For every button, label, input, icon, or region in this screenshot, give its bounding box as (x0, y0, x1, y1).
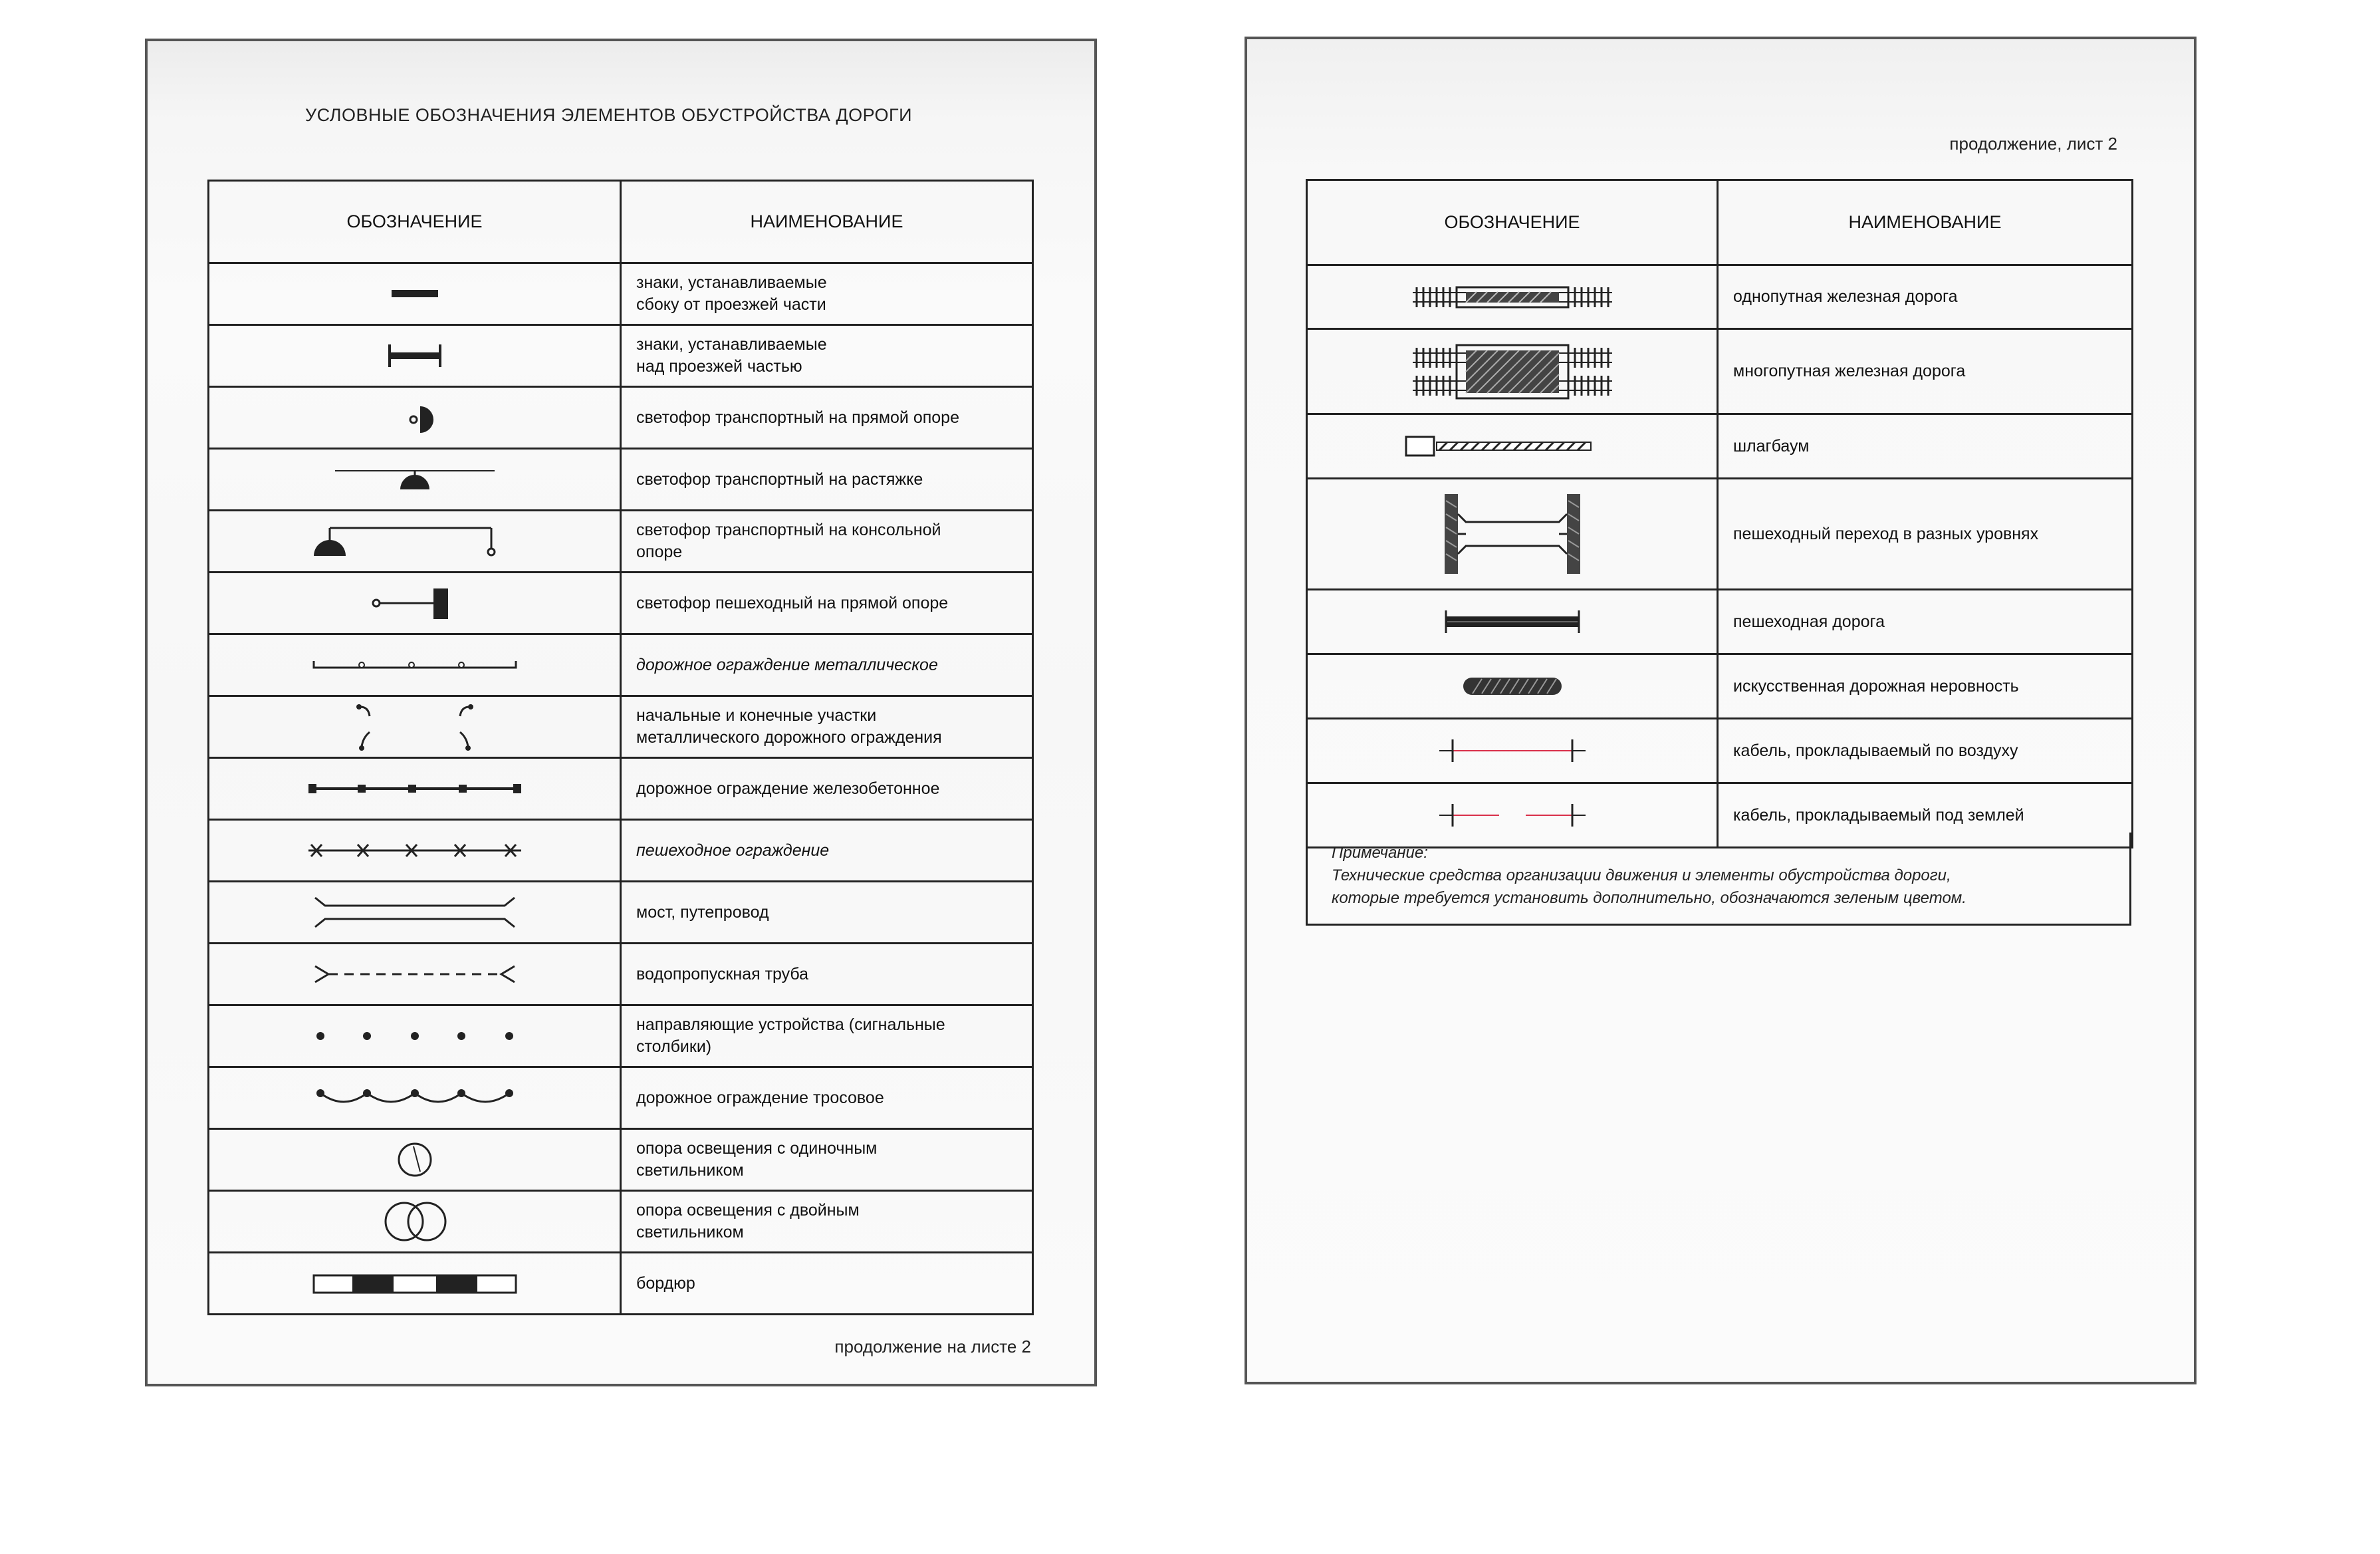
legend-row (1307, 654, 2133, 719)
column-header-name: НАИМЕНОВАНИЕ (621, 181, 1033, 263)
symbol-cell (209, 758, 621, 820)
symbol-cell (209, 449, 621, 511)
symbol-cell (209, 1129, 621, 1191)
single-track-railway-icon (1399, 281, 1625, 314)
name-cell: пешеходная дорога (1718, 590, 2133, 654)
symbol-cell (209, 820, 621, 882)
name-cell: бордюр (621, 1253, 1033, 1315)
note-line: которые требуется установить дополнительно, обозначаются зеленым цветом. (1332, 889, 1966, 907)
legend-row (209, 449, 1033, 511)
name-cell: светофор транспортный на прямой опоре (621, 387, 1033, 449)
legend-row (209, 758, 1033, 820)
symbol-cell (209, 1067, 621, 1129)
name-cell: однопутная железная дорога (1718, 265, 2133, 329)
name-cell: опора освещения с двойным светильником (621, 1191, 1033, 1253)
grade-separated-crossing-icon (1399, 487, 1625, 581)
symbol-cell (209, 696, 621, 758)
legend-row (209, 696, 1033, 758)
speed-bump-icon (1399, 670, 1625, 703)
name-cell: дорожное ограждение металлическое (621, 634, 1033, 696)
name-cell: светофор транспортный на консольной опоре (621, 511, 1033, 573)
legend-table-2 (1306, 179, 2133, 848)
traffic-light-cantilever-icon (308, 521, 521, 561)
table-header-row (1307, 180, 2133, 265)
name-cell: светофор транспортный на растяжке (621, 449, 1033, 511)
single-lamp-icon (315, 1140, 515, 1180)
legend-row (1307, 265, 2133, 329)
symbol-cell (209, 573, 621, 634)
overhead-cable-icon (1399, 734, 1625, 767)
symbol-cell (209, 387, 621, 449)
legend-row (209, 387, 1033, 449)
continuation-note: продолжение на листе 2 (834, 1337, 1031, 1357)
symbol-cell (1307, 590, 1718, 654)
column-header-symbol: ОБОЗНАЧЕНИЕ (1307, 180, 1718, 265)
name-cell: шлагбаум (1718, 414, 2133, 479)
name-cell: пешеходное ограждение (621, 820, 1033, 882)
page-title: УСЛОВНЫЕ ОБОЗНАЧЕНИЯ ЭЛЕМЕНТОВ ОБУСТРОЙСТВА ДОРОГИ (305, 105, 913, 125)
legend-row (1307, 329, 2133, 414)
barrier-ends-icon (315, 700, 515, 753)
symbol-cell (209, 1253, 621, 1315)
underground-cable-icon (1399, 799, 1625, 832)
note-line: Технические средства организации движения и элементы обустройства дороги, (1332, 866, 1951, 884)
traffic-light-wire-icon (315, 463, 515, 496)
symbol-cell (209, 634, 621, 696)
multi-track-railway-icon (1399, 338, 1625, 405)
legend-row (209, 1005, 1033, 1067)
name-cell: многопутная железная дорога (1718, 329, 2133, 414)
symbol-cell (1307, 329, 1718, 414)
legend-row (209, 511, 1033, 573)
legend-row (209, 820, 1033, 882)
curb-icon (308, 1270, 521, 1297)
culvert-icon (308, 961, 521, 987)
name-cell: опора освещения с одиночным светильником (621, 1129, 1033, 1191)
legend-row (209, 634, 1033, 696)
legend-sheet-2 (1245, 37, 2197, 1384)
name-cell: начальные и конечные участки металлического дорожного ограждения (621, 696, 1033, 758)
signal-posts-icon (308, 1023, 521, 1049)
symbol-cell (1307, 265, 1718, 329)
name-cell: мост, путепровод (621, 882, 1033, 944)
symbol-cell (209, 263, 621, 325)
metal-barrier-icon (302, 652, 528, 678)
concrete-barrier-icon (302, 775, 528, 802)
footpath-icon (1399, 605, 1625, 638)
name-cell: пешеходный переход в разных уровнях (1718, 479, 2133, 590)
legend-row (1307, 590, 2133, 654)
name-cell: знаки, устанавливаемые над проезжей частью (621, 325, 1033, 387)
symbol-cell (209, 325, 621, 387)
symbol-cell (209, 944, 621, 1005)
roadside-sign-icon (315, 281, 515, 307)
pedestrian-light-icon (315, 583, 515, 623)
legend-sheet-1 (145, 39, 1097, 1386)
name-cell: светофор пешеходный на прямой опоре (621, 573, 1033, 634)
legend-table-1 (207, 180, 1034, 1315)
name-cell: кабель, прокладываемый под землей (1718, 783, 2133, 848)
legend-row (209, 325, 1033, 387)
legend-row (209, 1253, 1033, 1315)
symbol-cell (1307, 719, 1718, 783)
symbol-cell (1307, 414, 1718, 479)
footnote (1306, 833, 2131, 926)
legend-row (209, 263, 1033, 325)
legend-row (209, 882, 1033, 944)
legend-row (1307, 719, 2133, 783)
legend-row (209, 1129, 1033, 1191)
overhead-sign-icon (315, 339, 515, 372)
column-header-name: НАИМЕНОВАНИЕ (1718, 180, 2133, 265)
symbol-cell (209, 1191, 621, 1253)
name-cell: дорожное ограждение железобетонное (621, 758, 1033, 820)
name-cell: искусственная дорожная неровность (1718, 654, 2133, 719)
table-header-row (209, 181, 1033, 263)
legend-row (1307, 414, 2133, 479)
symbol-cell (1307, 479, 1718, 590)
legend-row (209, 1067, 1033, 1129)
legend-row (209, 1191, 1033, 1253)
symbol-cell (209, 1005, 621, 1067)
name-cell: дорожное ограждение тросовое (621, 1067, 1033, 1129)
note-title: Примечание: (1332, 844, 1428, 862)
legend-row (209, 573, 1033, 634)
symbol-cell (209, 511, 621, 573)
bridge-icon (308, 892, 521, 932)
name-cell: кабель, прокладываемый по воздуху (1718, 719, 2133, 783)
double-lamp-icon (315, 1200, 515, 1243)
legend-row (1307, 479, 2133, 590)
name-cell: водопропускная труба (621, 944, 1033, 1005)
column-header-symbol: ОБОЗНАЧЕНИЕ (209, 181, 621, 263)
barrier-gate-icon (1399, 433, 1625, 459)
traffic-light-straight-pole-icon (315, 401, 515, 434)
pedestrian-fence-icon (302, 837, 528, 864)
name-cell: знаки, устанавливаемые сбоку от проезжей части (621, 263, 1033, 325)
sheet-number: продолжение, лист 2 (1949, 134, 2117, 154)
legend-row (209, 944, 1033, 1005)
name-cell: направляющие устройства (сигнальные столбики) (621, 1005, 1033, 1067)
symbol-cell (1307, 654, 1718, 719)
cable-barrier-icon (308, 1081, 521, 1114)
symbol-cell (209, 882, 621, 944)
